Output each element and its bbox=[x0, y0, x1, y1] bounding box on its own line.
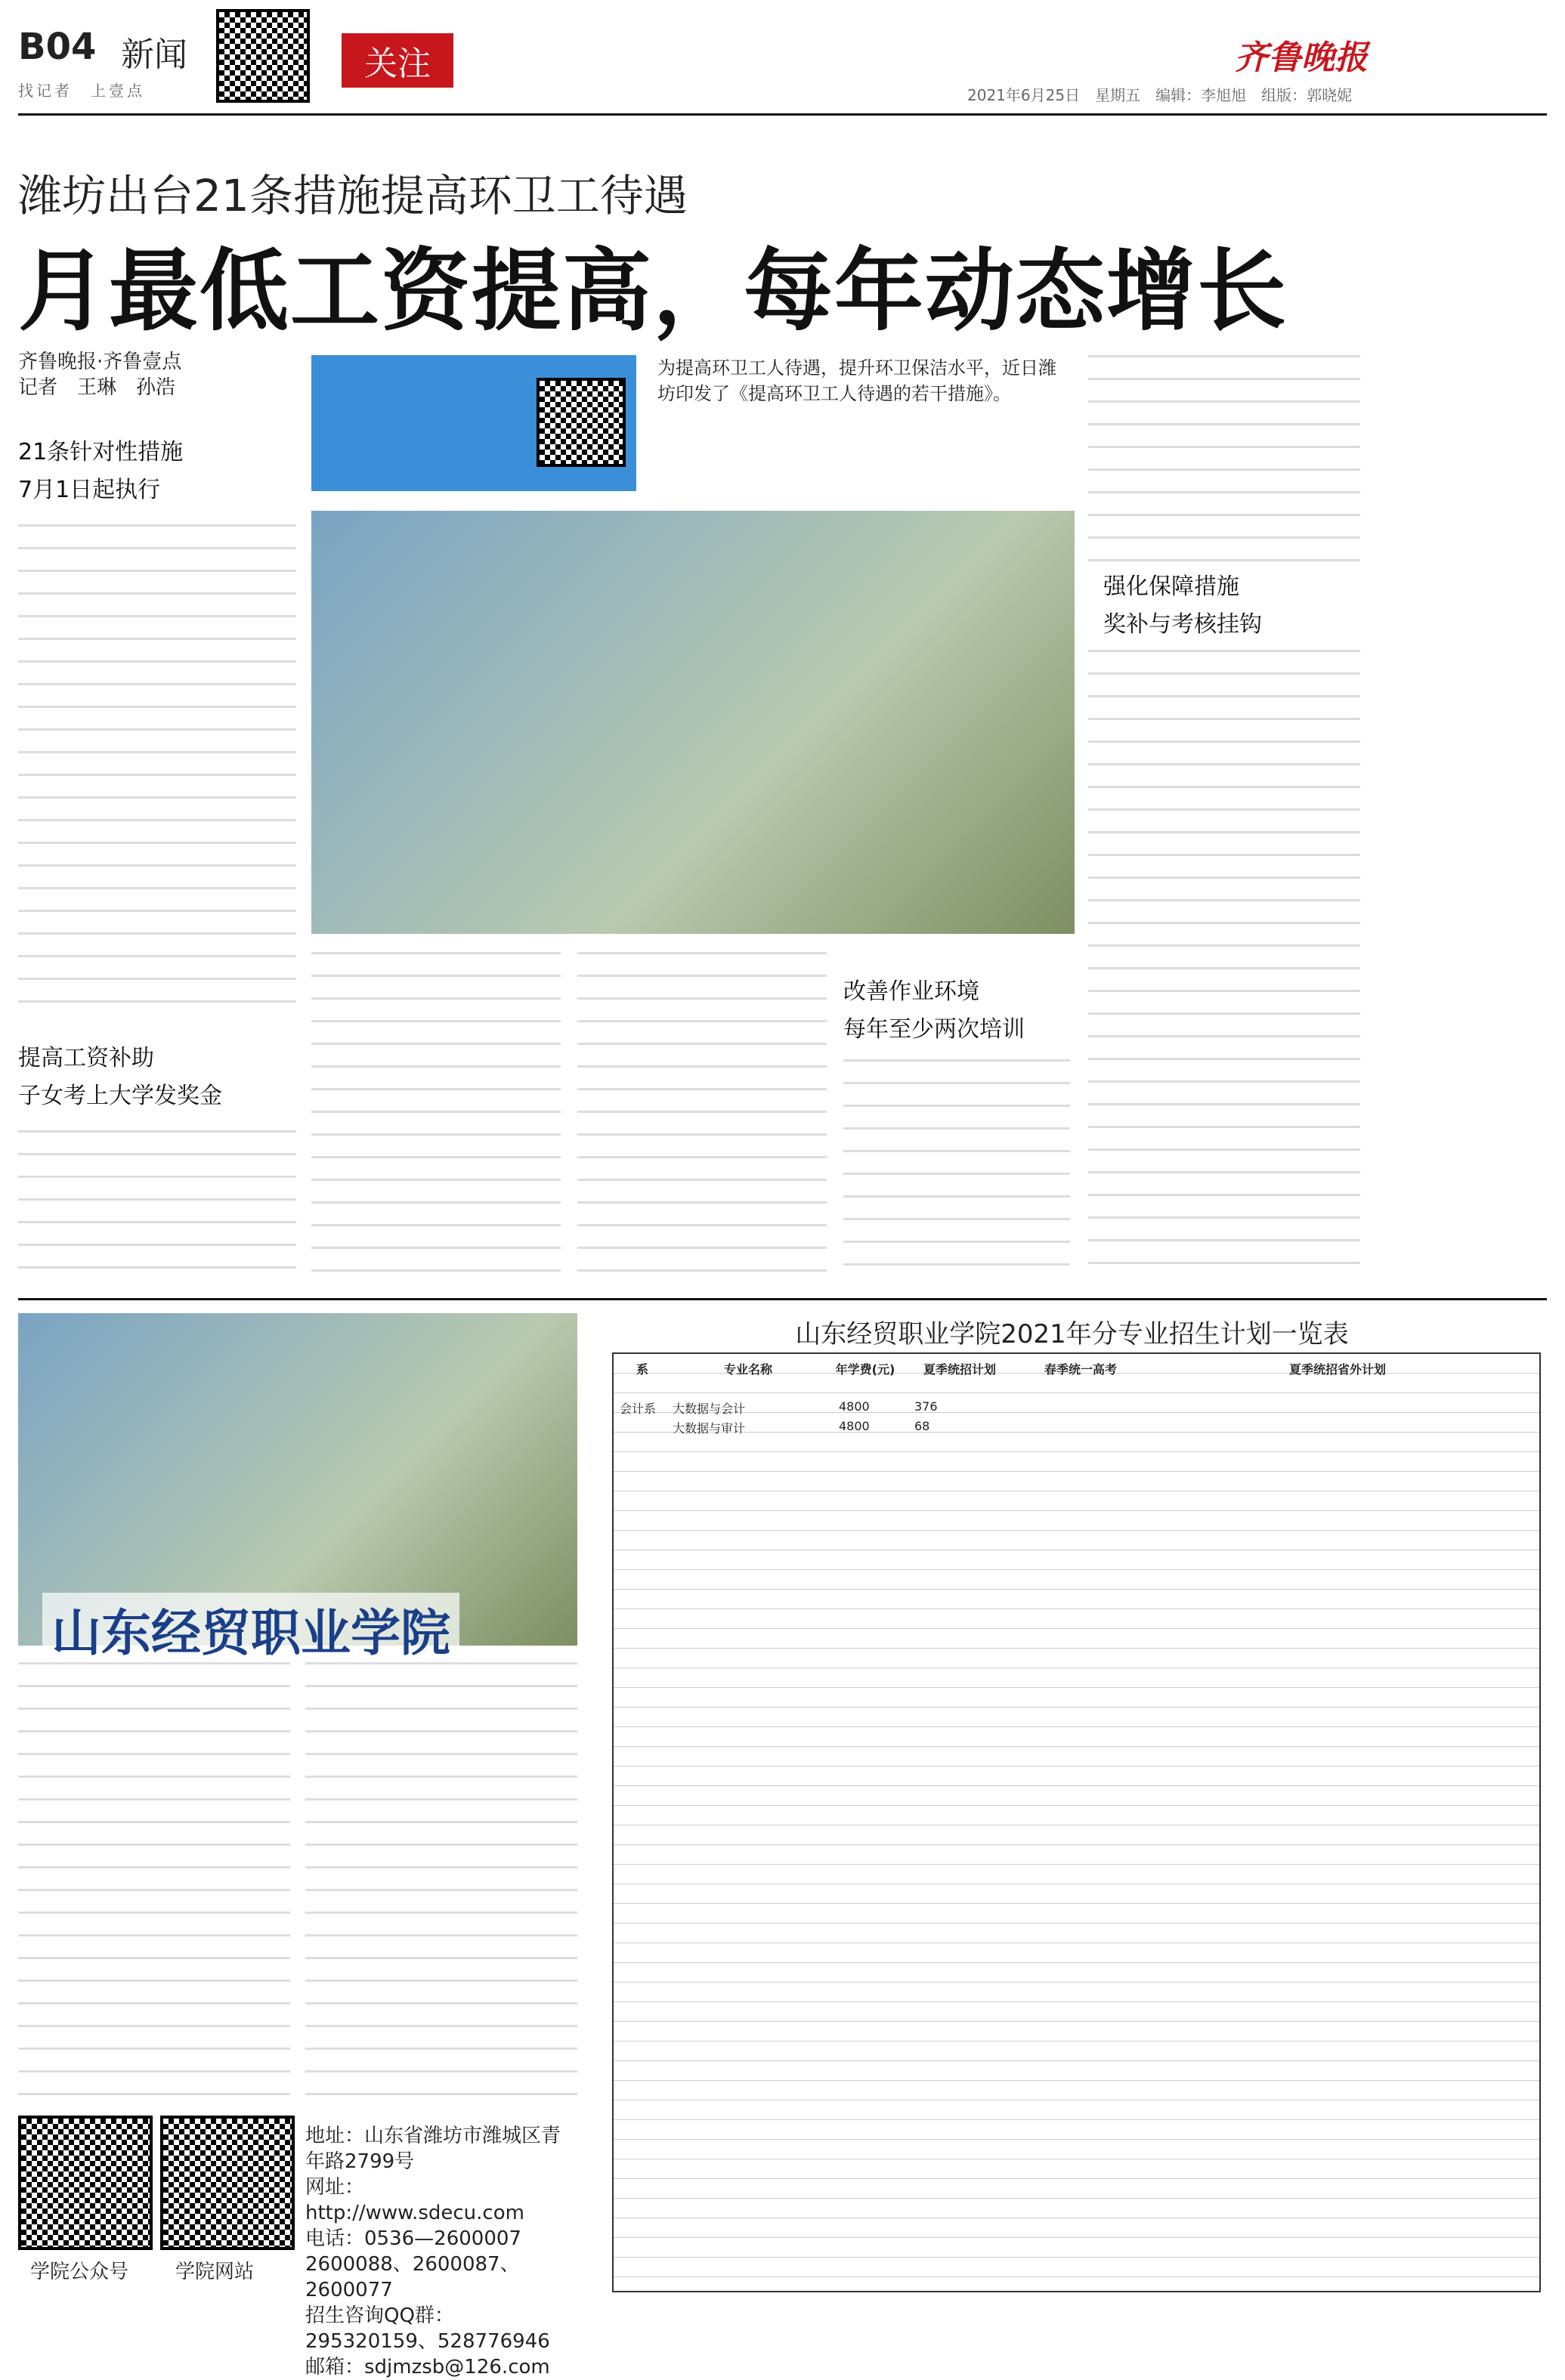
table-row-2-summer: 68 bbox=[914, 1419, 930, 1433]
byline-source: 齐鲁晚报·齐鲁壹点 bbox=[18, 351, 182, 373]
article-text-col5a bbox=[1088, 355, 1360, 567]
contact-email: 邮箱：sdjmzsb@126.com bbox=[305, 2356, 550, 2378]
subhead-4-line1: 强化保障措施 bbox=[1103, 573, 1239, 600]
ad-text-col1 bbox=[18, 1662, 290, 2116]
article-text-col1b bbox=[18, 1130, 296, 1281]
table-head-dept: 系 bbox=[636, 1362, 648, 1377]
article-ad-divider bbox=[18, 1298, 1547, 1300]
table-head-fee: 年学费(元) bbox=[835, 1362, 895, 1377]
website-qr-icon bbox=[160, 2116, 295, 2250]
table-row-1-major: 大数据与会计 bbox=[673, 1402, 746, 1416]
enrollment-table-title: 山东经贸职业学院2021年分专业招生计划一览表 bbox=[795, 1319, 1349, 1349]
article-text-col3 bbox=[577, 952, 827, 1284]
byline-reporters: 记者 王琳 孙浩 bbox=[18, 376, 176, 399]
ad-text-col2 bbox=[305, 1662, 577, 2116]
newspaper-logo: 齐鲁晚报 bbox=[1235, 39, 1368, 77]
byline bbox=[18, 349, 181, 400]
badge-qr-icon bbox=[537, 378, 626, 467]
section-name: 新闻 bbox=[121, 36, 187, 74]
section-tag: 关注 bbox=[342, 33, 453, 88]
qr-label-2: 学院网站 bbox=[175, 2261, 255, 2283]
ad-contact bbox=[305, 2123, 577, 2380]
contact-qq: 招生咨询QQ群：295320159、528776946 bbox=[305, 2304, 550, 2353]
table-head-summer: 夏季统招计划 bbox=[923, 1362, 996, 1377]
article-text-col5b bbox=[1088, 650, 1360, 1284]
main-headline: 月最低工资提高，每年动态增长 bbox=[18, 239, 1288, 343]
subhead-4 bbox=[1103, 568, 1262, 644]
issue-meta: 2021年6月25日 星期五 编辑：李旭旭 组版：郭晓妮 bbox=[967, 86, 1353, 104]
subhead-3-line1: 改善作业环境 bbox=[843, 978, 979, 1005]
enrollment-table bbox=[612, 1352, 1541, 2292]
table-row-1-dept: 会计系 bbox=[620, 1402, 657, 1416]
masthead-rule bbox=[18, 113, 1547, 116]
school-name: 山东经贸职业学院 bbox=[42, 1593, 459, 1664]
contact-website: 网址：http://www.sdecu.com bbox=[305, 2176, 524, 2224]
sanitation-worker-photo bbox=[311, 511, 1075, 934]
table-row-2-fee: 4800 bbox=[839, 1419, 870, 1433]
subhead-2-line2: 子女考上大学发奖金 bbox=[18, 1083, 222, 1109]
slogan: 找记者 上壹点 bbox=[18, 82, 145, 100]
table-head-major: 专业名称 bbox=[723, 1362, 772, 1377]
subhead-3-line2: 每年至少两次培训 bbox=[843, 1016, 1025, 1043]
qr-code-icon bbox=[216, 9, 310, 103]
subhead-2 bbox=[18, 1040, 222, 1115]
wechat-qr-icon bbox=[18, 2116, 153, 2250]
subhead-1 bbox=[18, 434, 183, 509]
qr-label-1: 学院公众号 bbox=[30, 2261, 129, 2283]
table-head-spring: 春季统一高考 bbox=[1044, 1362, 1117, 1377]
table-row-2-major: 大数据与审计 bbox=[673, 1421, 746, 1436]
subhead-2-line1: 提高工资补助 bbox=[18, 1045, 154, 1071]
article-text-col4 bbox=[843, 1059, 1070, 1284]
contact-address: 地址：山东省潍坊市潍城区青年路2799号 bbox=[305, 2125, 561, 2173]
article-text-col2 bbox=[311, 952, 561, 1284]
table-head-outside: 夏季统招省外计划 bbox=[1288, 1362, 1386, 1377]
lead-paragraph: 为提高环卫工人待遇，提升环卫保洁水平，近日潍坊印发了《提高环卫工人待遇的若干措施》。 bbox=[657, 357, 1056, 404]
table-row-1-fee: 4800 bbox=[839, 1399, 870, 1414]
page-number: B04 bbox=[18, 26, 97, 68]
subhead-3 bbox=[843, 973, 1025, 1049]
table-row-1-summer: 376 bbox=[914, 1399, 938, 1414]
subhead-1-line2: 7月1日起执行 bbox=[18, 477, 161, 503]
subhead-4-line2: 奖补与考核挂钩 bbox=[1103, 611, 1262, 638]
kicker-headline: 潍坊出台21条措施提高环卫工待遇 bbox=[18, 170, 688, 221]
article-text-col1 bbox=[18, 524, 296, 1023]
subhead-1-line1: 21条针对性措施 bbox=[18, 439, 184, 465]
contact-phone: 电话：0536—2600007 2600088、2600087、2600077 bbox=[305, 2227, 541, 2301]
